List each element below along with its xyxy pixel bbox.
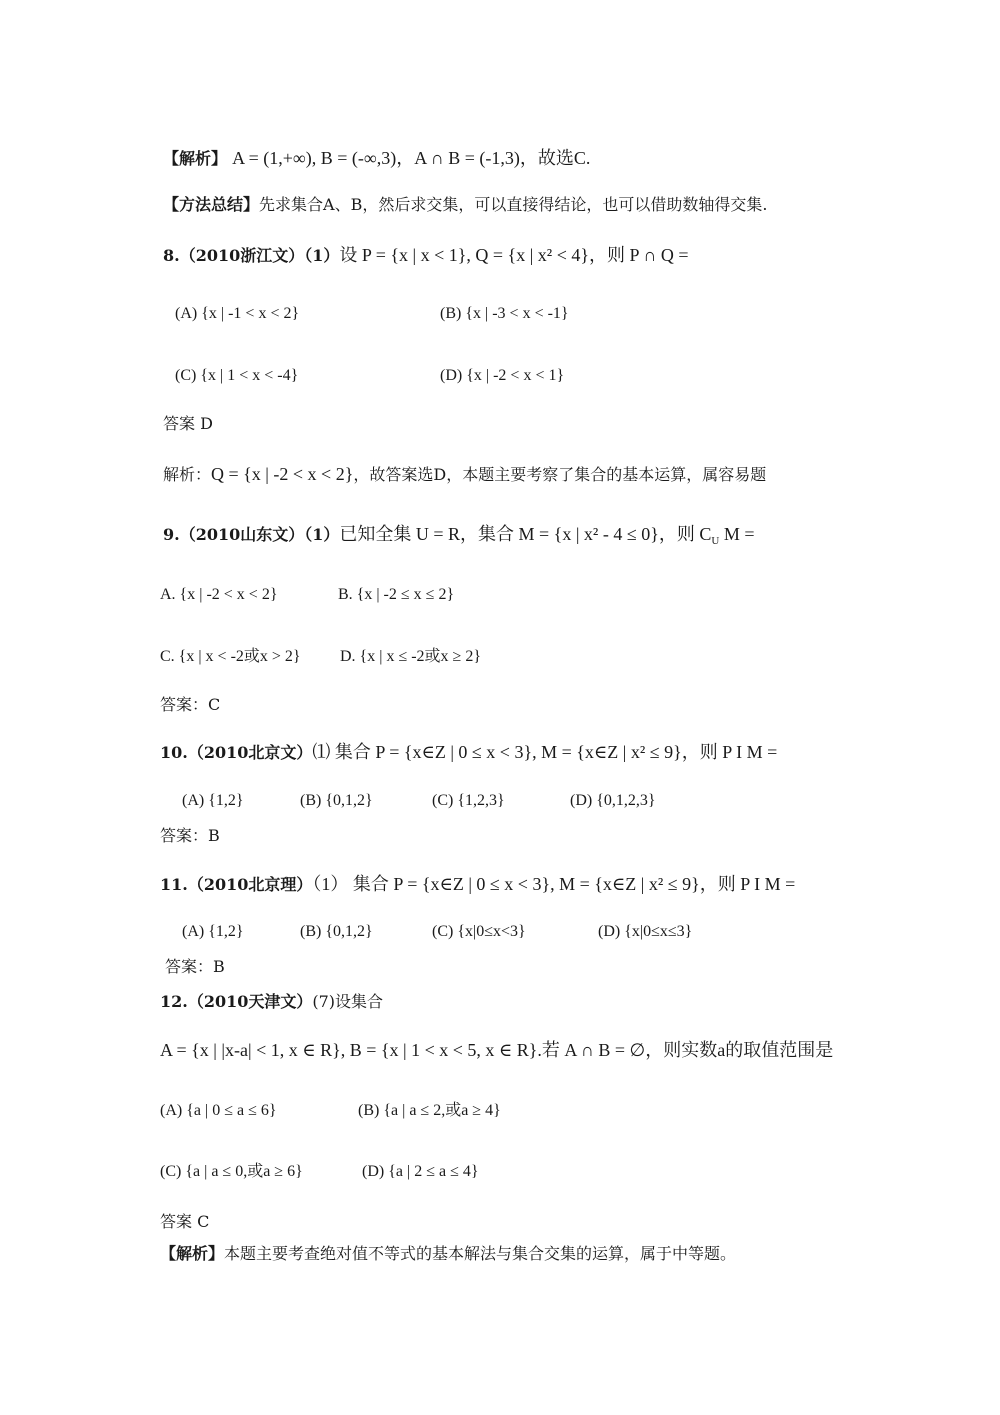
q8-question: [163, 243, 688, 268]
question-stem: （1） 集合 P = {x∈Z | 0 ≤ x < 3}, M = {x∈Z | x² ≤ 9}，则 P I M =: [312, 874, 796, 894]
q11-option-c: (C) {x|0≤x<3}: [432, 923, 526, 940]
q12-option-d: (D) {a | 2 ≤ a ≤ 4}: [362, 1163, 479, 1180]
q11-option-a: (A) {1,2}: [182, 923, 244, 940]
question-stem: 已知全集 U = R，集合 M = {x | x² - 4 ≤ 0}，则 C: [339, 524, 712, 544]
question-number: 10.（2010北京文）: [160, 743, 313, 762]
q12-answer: 答案 C: [160, 1212, 210, 1231]
question-stem: ⑴ 集合 P = {x∈Z | 0 ≤ x < 3}, M = {x∈Z | x² ≤ 9}，则 P I M =: [312, 742, 778, 762]
analysis-math: A = (1,+∞), B = (-∞,3)，A ∩ B = (-1,3)，故选C.: [232, 148, 591, 168]
q12-option-c: (C) {a | a ≤ 0,或a ≥ 6}: [160, 1163, 303, 1180]
q9-answer: 答案：C: [160, 695, 221, 714]
q7-method-line: [163, 193, 767, 217]
q9-option-b: B. {x | -2 ≤ x ≤ 2}: [338, 586, 455, 603]
q10-option-a: (A) {1,2}: [182, 792, 244, 809]
q10-question: [160, 740, 777, 765]
q8-option-b: (B) {x | -3 < x < -1}: [440, 305, 569, 322]
analysis-text: ，故答案选D，本题主要考察了集合的基本运算，属容易题: [353, 465, 767, 484]
q8-analysis-line: [163, 462, 766, 487]
q11-answer: 答案：B: [165, 957, 225, 976]
q12-analysis-line: [160, 1242, 736, 1266]
complement-subscript: U: [711, 535, 720, 548]
analysis-label: 【解析】: [160, 1244, 225, 1263]
question-number: 11.（2010北京理）: [160, 875, 313, 894]
q7-analysis-line: [163, 146, 590, 171]
q10-option-c: (C) {1,2,3}: [432, 792, 505, 809]
q10-option-d: (D) {0,1,2,3}: [570, 792, 656, 809]
q12-option-a: (A) {a | 0 ≤ a ≤ 6}: [160, 1102, 277, 1119]
q11-option-b: (B) {0,1,2}: [300, 923, 373, 940]
analysis-text: 本题主要考查绝对值不等式的基本解法与集合交集的运算，属于中等题。: [224, 1244, 737, 1263]
q9-question: [163, 522, 754, 553]
q11-question: [160, 872, 795, 897]
q8-option-a: (A) {x | -1 < x < 2}: [175, 305, 300, 322]
question-number: 12.（2010天津文）: [160, 992, 313, 1011]
analysis-label: 【解析】: [163, 149, 228, 168]
q8-answer: 答案 D: [163, 414, 213, 433]
analysis-math: Q = {x | -2 < x < 2}: [211, 464, 354, 484]
method-label: 【方法总结】: [163, 195, 260, 214]
q8-option-d: (D) {x | -2 < x < 1}: [440, 367, 565, 384]
q9-option-a: A. {x | -2 < x < 2}: [160, 586, 278, 603]
question-stem: 设 P = {x | x < 1}, Q = {x | x² < 4}，则 P ∩ Q =: [339, 245, 689, 265]
q11-option-d: (D) {x|0≤x≤3}: [598, 923, 693, 940]
q9-option-c: C. {x | x < -2或x > 2}: [160, 648, 301, 665]
q12-question-line2: A = {x | |x-a| < 1, x ∈ R}, B = {x | 1 < x < 5, x ∈ R}.若 A ∩ B = ∅，则实数a的取值范围是: [160, 1040, 834, 1060]
question-stem: (7)设集合: [312, 992, 384, 1011]
method-text: 先求集合A、B，然后求交集，可以直接得结论，也可以借助数轴得交集.: [259, 195, 768, 214]
analysis-label: 解析：: [163, 465, 212, 484]
question-number: 9.（2010山东文）（1）: [163, 525, 340, 544]
q10-answer: 答案：B: [160, 826, 220, 845]
q9-option-d: D. {x | x ≤ -2或x ≥ 2}: [340, 648, 482, 665]
question-number: 8.（2010浙江文）（1）: [163, 246, 340, 265]
question-stem-tail: M =: [719, 524, 755, 544]
q10-option-b: (B) {0,1,2}: [300, 792, 373, 809]
q12-option-b: (B) {a | a ≤ 2,或a ≥ 4}: [358, 1102, 501, 1119]
q12-question: [160, 990, 383, 1014]
q8-option-c: (C) {x | 1 < x < -4}: [175, 367, 299, 384]
